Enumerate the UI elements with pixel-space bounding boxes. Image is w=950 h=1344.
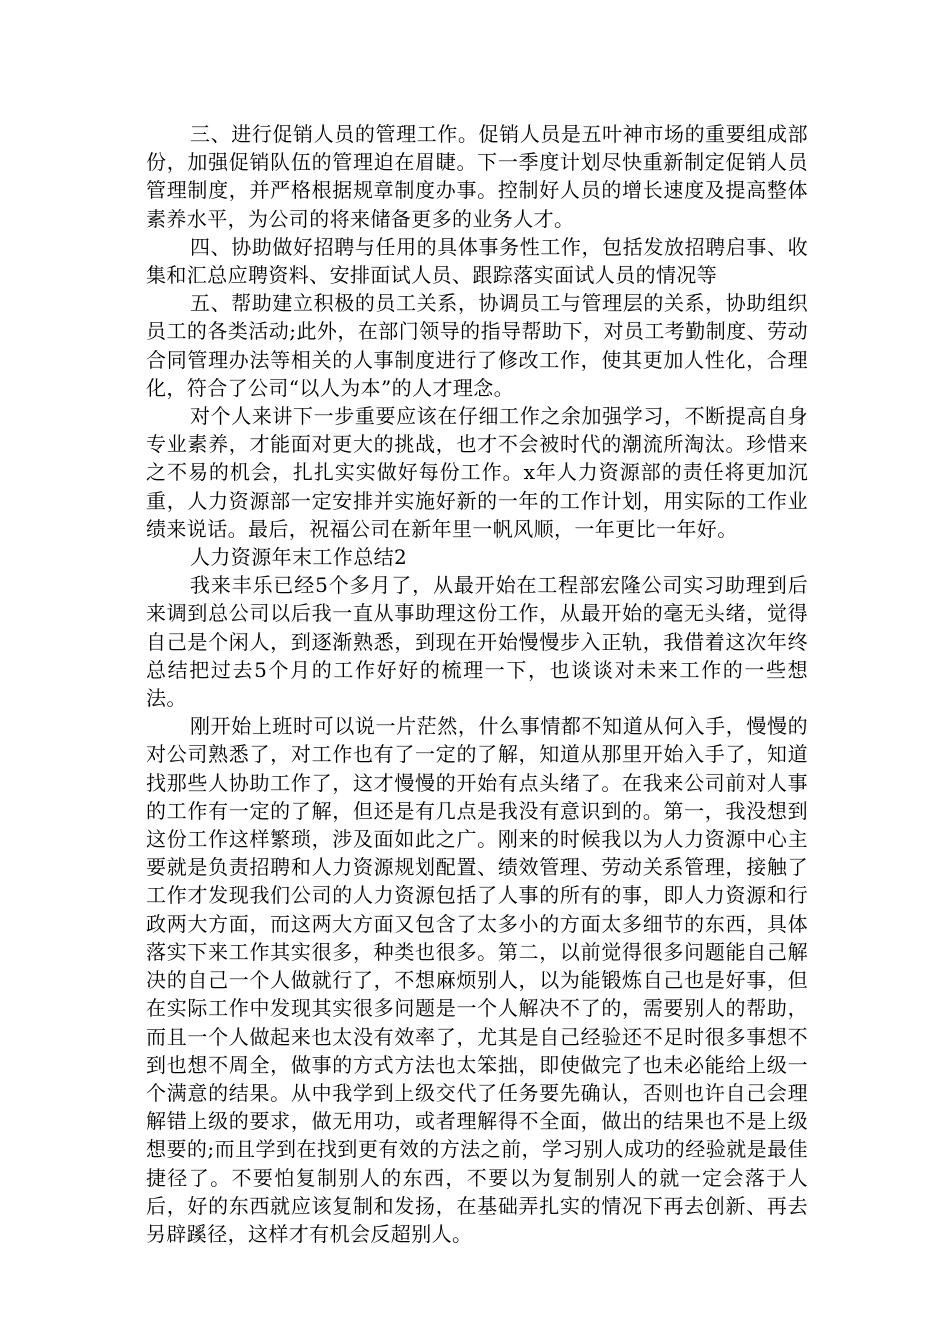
paragraph-personal-outlook: 对个人来讲下一步重要应该在仔细工作之余加强学习，不断提高自身专业素养，才能面对更大的挑战，也才不会被时代的潮流所淘汰。珍惜来之不易的机会，扎扎实实做好每份工作。x年人力资源部的责任将更加沉重，人力资源部一定安排并实施好新的一年的工作计划，用实际的工作业绩来说话。最后，祝福公司在新年里一帆风顺，一年更比一年好。 [146, 404, 808, 541]
document-body [146, 120, 808, 1248]
paragraph-recruitment-assistance: 四、协助做好招聘与任用的具体事务性工作，包括发放招聘启事、收集和汇总应聘资料、安排面试人员、跟踪落实面试人员的情况等 [146, 234, 808, 288]
paragraph-promoter-management: 三、进行促销人员的管理工作。促销人员是五叶神市场的重要组成部份，加强促销队伍的管理迫在眉睫。下一季度计划尽快重新制定促销人员管理制度，并严格根据规章制度办事。控制好人员的增长速度及提高整体素养水平，为公司的将来储备更多的业务人才。 [146, 122, 808, 231]
paragraph-experience: 刚开始上班时可以说一片茫然，什么事情都不知道从何入手，慢慢的对公司熟悉了，对工作也有了一定的了解，知道从那里开始入手了，知道找那些人协助工作了，这才慢慢的开始有点头绪了。在我来公司前对人事的工作有一定的了解，但还是有几点是我没有意识到的。第一，我没想到这份工作这样繁琐，涉及面如此之广。刚来的时候我以为人力资源中心主要就是负责招聘和人力资源规划配置、绩效管理、劳动关系管理，接触了工作才发现我们公司的人力资源包括了人事的所有的事，即人力资源和行政两大方面，而这两大方面又包含了太多小的方面太多细节的东西，具体落实下来工作其实很多，种类也很多。第二，以前觉得很多问题能自己解决的自己一个人做就行了，不想麻烦别人，以为能锻炼自己也是好事，但在实际工作中发现其实很多问题是一个人解决不了的，需要别人的帮助，而且一个人做起来也太没有效率了，尤其是自己经验还不足时很多事想不到也想不周全，做事的方式方法也太笨拙，即使做完了也未必能给上级一个满意的结果。从中我学到上级交代了任务要先确认，否则也许自己会理解错上级的要求，做无用功，或者理解得不全面，做出的结果也不是上级想要的;而且学到在找到更有效的方法之前，学习别人成功的经验就是最佳捷径了。不要怕复制别人的东西，不要以为复制别人的就一定会落于人后，好的东西就应该复制和发扬，在基础弄扎实的情况下再去创新、再去另辟蹊径，这样才有机会反超别人。 [146, 714, 808, 1246]
section-title: 人力资源年末工作总结2 [190, 545, 408, 570]
paragraph-employee-relations: 五、帮助建立积极的员工关系，协调员工与管理层的关系，协助组织员工的各类活动;此外，在部门领导的指导帮助下，对员工考勤制度、劳动合同管理办法等相关的人事制度进行了修改工作，使其更加人性化，合理化，符合了公司“以人为本”的人才理念。 [146, 291, 808, 400]
paragraph-introduction: 我来丰乐已经5个多月了，从最开始在工程部宏隆公司实习助理到后来调到总公司以后我一直从事助理这份工作，从最开始的毫无头绪，觉得自己是个闲人，到逐渐熟悉，到现在开始慢慢步入正轨，我借着这次年终总结把过去5个月的工作好好的梳理一下，也谈谈对未来工作的一些想法。 [146, 573, 808, 711]
